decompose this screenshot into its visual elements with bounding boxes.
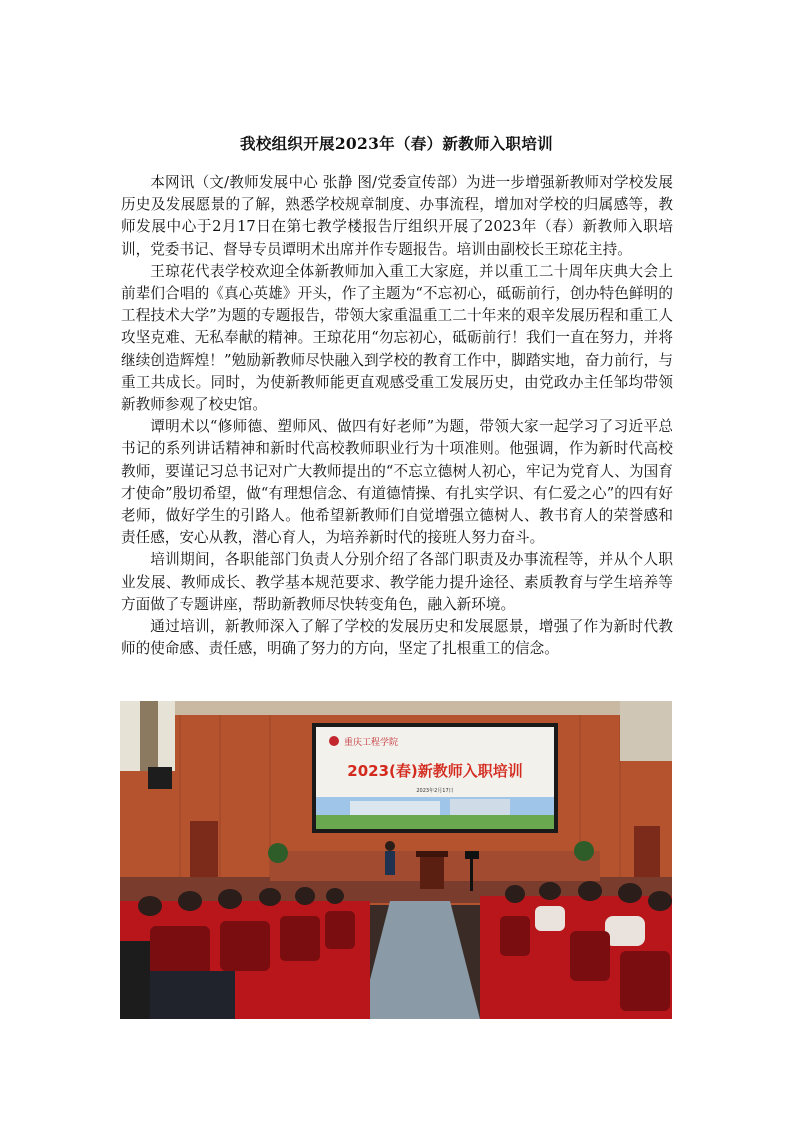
paragraph-5: 通过培训，新教师深入了解了学校的发展历史和发展愿景，增强了作为新时代教师的使命感、责任感，明确了努力的方向，坚定了扎根重工的信念。	[121, 618, 673, 658]
screen-logo-text: 重庆工程学院	[344, 738, 399, 748]
screen-date: 2023年2月17日	[416, 788, 454, 794]
screen-title: 2023(春)新教师入职培训	[347, 762, 523, 780]
school-logo-icon	[329, 736, 339, 746]
article-title: 我校组织开展2023年（春）新教师入职培训	[240, 134, 553, 153]
article-body	[121, 172, 673, 660]
paragraph-4: 培训期间，各职能部门负责人分别介绍了各部门职责及办事流程等，并从个人职业发展、教师成长、教学基本规范要求、教学能力提升途径、素质教育与学生培养等方面做了专题讲座，帮助新教师尽快转变角色，融入新环境。	[121, 551, 673, 613]
paragraph-3: 谭明术以“修师德、塑师风、做四有好老师”为题，带领大家一起学习了习近平总书记的系列讲话精神和新时代高校教师职业行为十项准则。他强调，作为新时代高校教师，要谨记习总书记对广大教师提出的“不忘立德树人初心，牢记为党育人、为国育才使命”殷切希望，做“有理想信念、有道德情操、有扎实学识、有仁爱之心”的四有好老师，做好学生的引路人。他希望新教师们自觉增强立德树人、教书育人的荣誉感和责任感，安心从教，潜心育人，为培养新时代的接班人努力奋斗。	[121, 418, 673, 547]
paragraph-1: 本网讯（文/教师发展中心 张静 图/党委宣传部）为进一步增强新教师对学校发展历史及发展愿景的了解，熟悉学校规章制度、办事流程，增加对学校的归属感等，教师发展中心于2月17日在第七教学楼报告厅组织开展了2023年（春）新教师入职培训，党委书记、督导专员谭明术出席并作专题报告。培训由副校长王琼花主持。	[121, 174, 673, 258]
training-photo	[120, 701, 672, 1019]
paragraph-2: 王琼花代表学校欢迎全体新教师加入重工大家庭，并以重工二十周年庆典大会上前辈们合唱的《真心英雄》开头，作了主题为“不忘初心，砥砺前行，创办特色鲜明的工程技术大学”为题的专题报告，带领大家重温重工二十年来的艰辛发展历程和重工人攻坚克难、无私奉献的精神。王琼花用“勿忘初心，砥砺前行！我们一直在努力，并将继续创造辉煌！”勉励新教师尽快融入到学校的教育工作中，脚踏实地，奋力前行，与重工共成长。同时，为使新教师能更直观感受重工发展历史，由党政办主任邹均带领新教师参观了校史馆。	[121, 262, 673, 414]
